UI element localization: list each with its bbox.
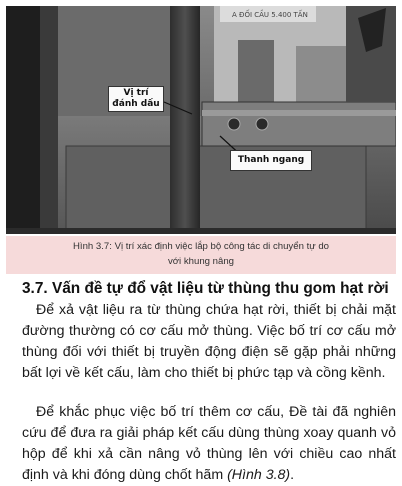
callout-marked-position	[108, 86, 164, 112]
caption-line-1: Hình 3.7: Vị trí xác định việc lắp bộ công tác di chuyển tự do	[72, 241, 329, 252]
callout-crossbar	[230, 150, 312, 171]
paragraph-2-end: .	[290, 467, 295, 483]
paragraph-2-text: Để khắc phục việc bố trí thêm cơ cấu, Đề tài đã nghiên cứu để đưa ra giải pháp kết cấu dùng thùng xoay quanh vỏ hộp để khi xả cần nâng vỏ thùng lên với chiều cao nhất định và khi đóng dùng chốt hãm	[22, 404, 396, 483]
machine-photo-illustration	[6, 6, 396, 234]
callout-marked-position-label: Vị trí đánh dấu	[112, 88, 160, 109]
figure-photo	[6, 6, 396, 234]
callout-crossbar-label: Thanh ngang	[237, 155, 305, 165]
background-sign-text: A ĐỐI CẦU 5.400 TẤN	[232, 11, 308, 19]
paragraph-1: Để xả vật liệu ra từ thùng chứa hạt rời, thiết bị chải mặt đường thường có cơ cấu mở thùng. Việc bố trí cơ cấu mở thùng đối với thiết bị truyền động điện sẽ gặp phải những bất lợi về kết cấu, làm cho thiết bị phức tạp và cồng kềnh.	[22, 302, 396, 381]
figure-caption	[6, 236, 396, 274]
section-heading: 3.7. Vấn đề tự đổ vật liệu từ thùng thu gom hạt rời	[22, 280, 389, 297]
paragraph-2	[22, 402, 396, 486]
caption-line-2: với khung nâng	[167, 256, 235, 267]
figure-reference: (Hình 3.8)	[227, 467, 291, 483]
